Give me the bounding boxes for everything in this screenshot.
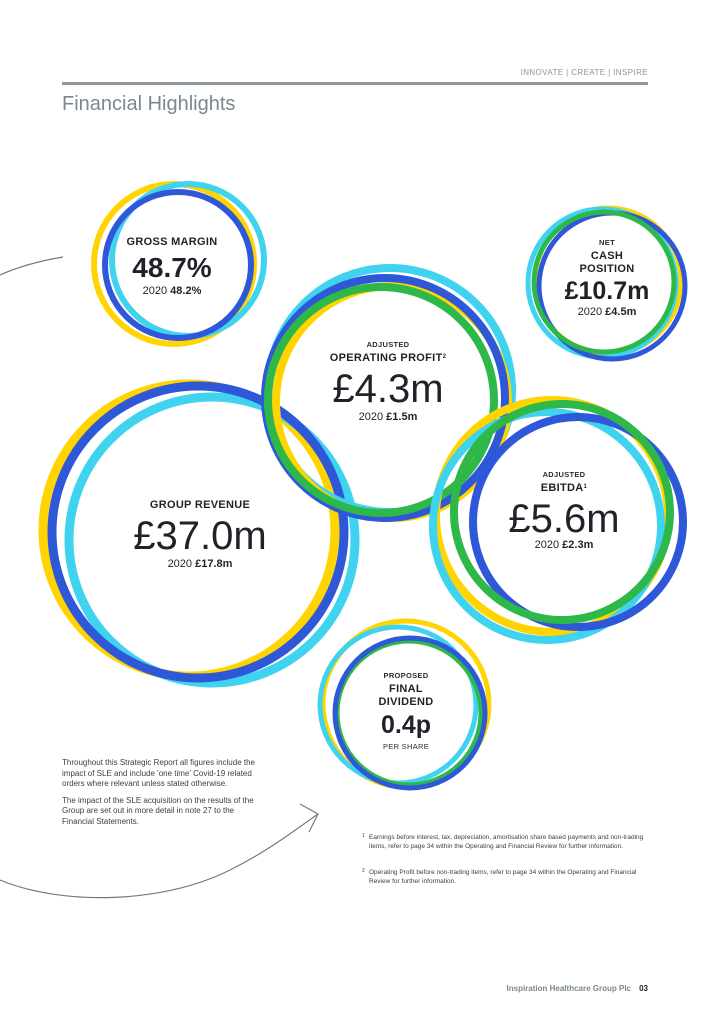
footnote-1-text: Earnings before interest, tax, depreciation, amortisation share based payments and non-trading items, refer to page 34 within the Operating and Financial Review for further information.	[369, 834, 644, 850]
ebitda-value: £5.6m	[508, 497, 620, 541]
ebitda-label	[492, 482, 636, 495]
net-cash-prior	[547, 306, 667, 318]
ebitda-prelabel: ADJUSTED	[542, 470, 586, 479]
group-revenue-label: GROUP REVENUE	[149, 499, 251, 511]
operating-profit-footnote-ref: 2	[442, 354, 447, 360]
gross-margin-prior-value: 48.2%	[170, 285, 202, 297]
kpi-gross-margin	[98, 236, 246, 297]
group-revenue-prior-value: £17.8m	[195, 558, 233, 570]
kpi-net-cash	[547, 238, 667, 318]
operating-profit-value: £4.3m	[332, 367, 444, 411]
group-revenue-prior	[115, 558, 285, 570]
operating-profit-label-text: OPERATING PROFIT	[329, 352, 443, 364]
net-cash-prior-value: £4.5m	[605, 306, 637, 318]
footer-company: Inspiration Healthcare Group Plc	[506, 984, 631, 993]
net-cash-label-line2: POSITION	[579, 263, 635, 275]
kpi-dividend	[354, 671, 458, 751]
operating-profit-prelabel: ADJUSTED	[366, 340, 410, 349]
note-paragraph-2: The impact of the SLE acquisition on the results of the Group are set out in more detail in note 27 to the Financial Statements.	[62, 795, 254, 826]
swoosh-top-left	[0, 257, 63, 275]
ebitda-prior-year: 2020	[534, 539, 560, 551]
footnote-2-number: 2	[362, 868, 365, 874]
operating-profit-prior-year: 2020	[358, 411, 384, 423]
footnote-2-text: Operating Profit before non-trading items, refer to page 34 within the Operating and Financial Review for further information.	[369, 869, 637, 885]
footnote-2	[362, 869, 647, 886]
gross-margin-label: GROSS MARGIN	[126, 236, 218, 248]
net-cash-prelabel: NET	[599, 238, 615, 247]
strategic-report-notes	[62, 758, 267, 833]
note-paragraph-1: Throughout this Strategic Report all figures include the impact of SLE and include 'one time' Covid-19 related orders where relevant unless stated otherwise.	[62, 758, 255, 788]
ebitda-footnote-ref: 1	[583, 484, 588, 490]
kpi-group-revenue	[115, 499, 285, 570]
dividend-label-line2: DIVIDEND	[378, 696, 434, 708]
net-cash-value: £10.7m	[564, 277, 650, 305]
swoosh-arrowhead	[300, 804, 318, 832]
kpi-ebitda	[492, 470, 636, 551]
kpi-operating-profit	[300, 340, 476, 423]
dividend-label-line1: FINAL	[389, 683, 423, 695]
group-revenue-prior-year: 2020	[167, 558, 193, 570]
group-revenue-value: £37.0m	[133, 514, 267, 558]
ebitda-label-text: EBITDA	[540, 482, 584, 494]
net-cash-label-line1: CASH	[590, 250, 624, 262]
dividend-prelabel: PROPOSED	[383, 671, 429, 680]
footnote-1	[362, 834, 647, 851]
page-title: Financial Highlights	[62, 93, 236, 115]
footnote-1-number: 1	[362, 833, 365, 839]
gross-margin-prior	[98, 285, 246, 297]
dividend-postlabel: PER SHARE	[382, 742, 430, 751]
ebitda-prior-value: £2.3m	[562, 539, 594, 551]
net-cash-prior-year: 2020	[577, 306, 603, 318]
operating-profit-prior	[300, 411, 476, 423]
gross-margin-prior-year: 2020	[142, 285, 168, 297]
operating-profit-prior-value: £1.5m	[386, 411, 418, 423]
page-number: 03	[639, 984, 648, 993]
dividend-value: 0.4p	[380, 711, 432, 739]
tagline: INNOVATE | CREATE | INSPIRE	[520, 68, 648, 77]
operating-profit-label	[300, 352, 476, 365]
gross-margin-value: 48.7%	[132, 252, 212, 283]
